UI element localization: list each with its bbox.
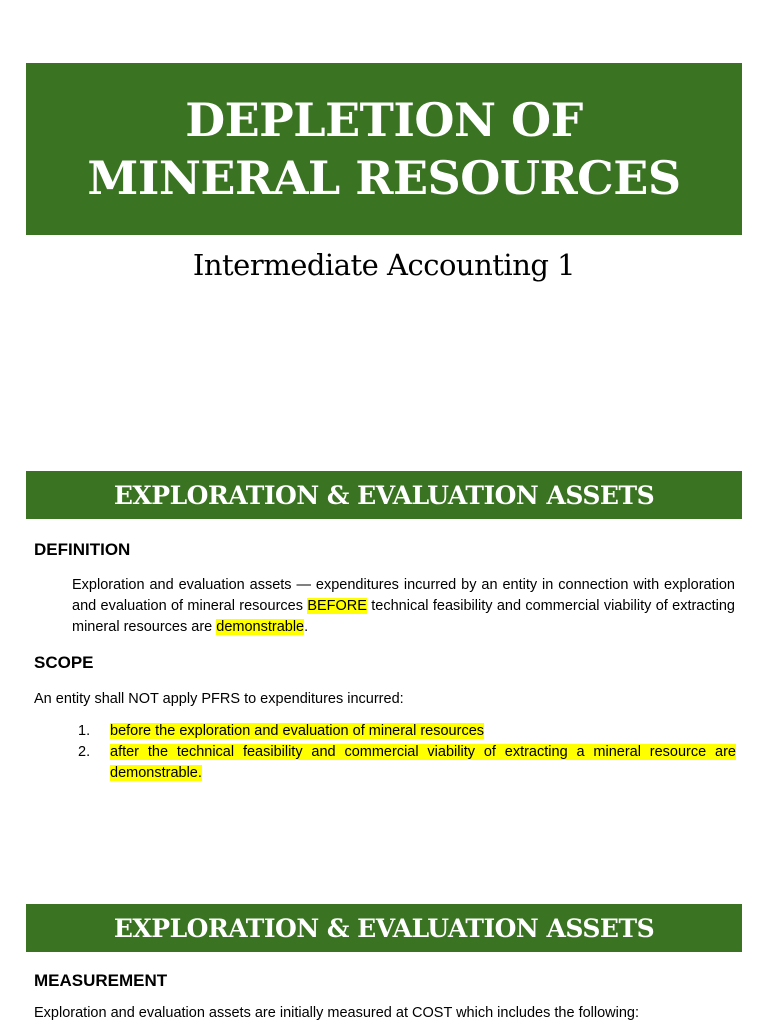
list-item: [34, 742, 736, 784]
list-item: [34, 721, 736, 742]
scope-heading: SCOPE: [34, 653, 94, 672]
section-bar-1-title: EXPLORATION & EVALUATION ASSETS: [113, 480, 655, 510]
definition-text-3: .: [304, 619, 309, 635]
title-line-1: DEPLETION OF: [185, 93, 583, 147]
list-item-text: after the technical feasibility and commercial viability of extracting a mineral resource are demonstrable.: [110, 744, 736, 781]
measurement-intro: Exploration and evaluation assets are initially measured at COST which includes the following:: [34, 1005, 640, 1021]
section-bar-2-title: EXPLORATION & EVALUATION ASSETS: [113, 913, 655, 943]
list-item-number: 2.: [78, 744, 91, 760]
subtitle: Intermediate Accounting 1: [192, 248, 576, 282]
definition-text-2: technical feasibility and commercial viability of extracting mineral resources are: [72, 598, 735, 635]
scope-list: [34, 721, 736, 784]
list-item-number: 1.: [78, 723, 91, 739]
title-banner: [26, 63, 742, 235]
list-item-text: before the exploration and evaluation of mineral resources: [110, 723, 485, 739]
title-line-2: MINERAL RESOURCES: [87, 151, 681, 205]
highlight-before: BEFORE: [307, 598, 367, 614]
scope-intro: An entity shall NOT apply PFRS to expenditures incurred:: [34, 691, 404, 707]
highlight-demonstrable: demonstrable: [216, 619, 305, 635]
section-bar-1: [26, 471, 742, 519]
measurement-heading: MEASUREMENT: [34, 971, 168, 990]
definition-paragraph: [72, 575, 735, 638]
definition-text-1: Exploration and evaluation assets — expenditures incurred by an entity in connection with exploration and evaluation of mineral resources: [72, 577, 735, 614]
section-bar-2: [26, 904, 742, 952]
definition-heading: DEFINITION: [34, 540, 131, 559]
